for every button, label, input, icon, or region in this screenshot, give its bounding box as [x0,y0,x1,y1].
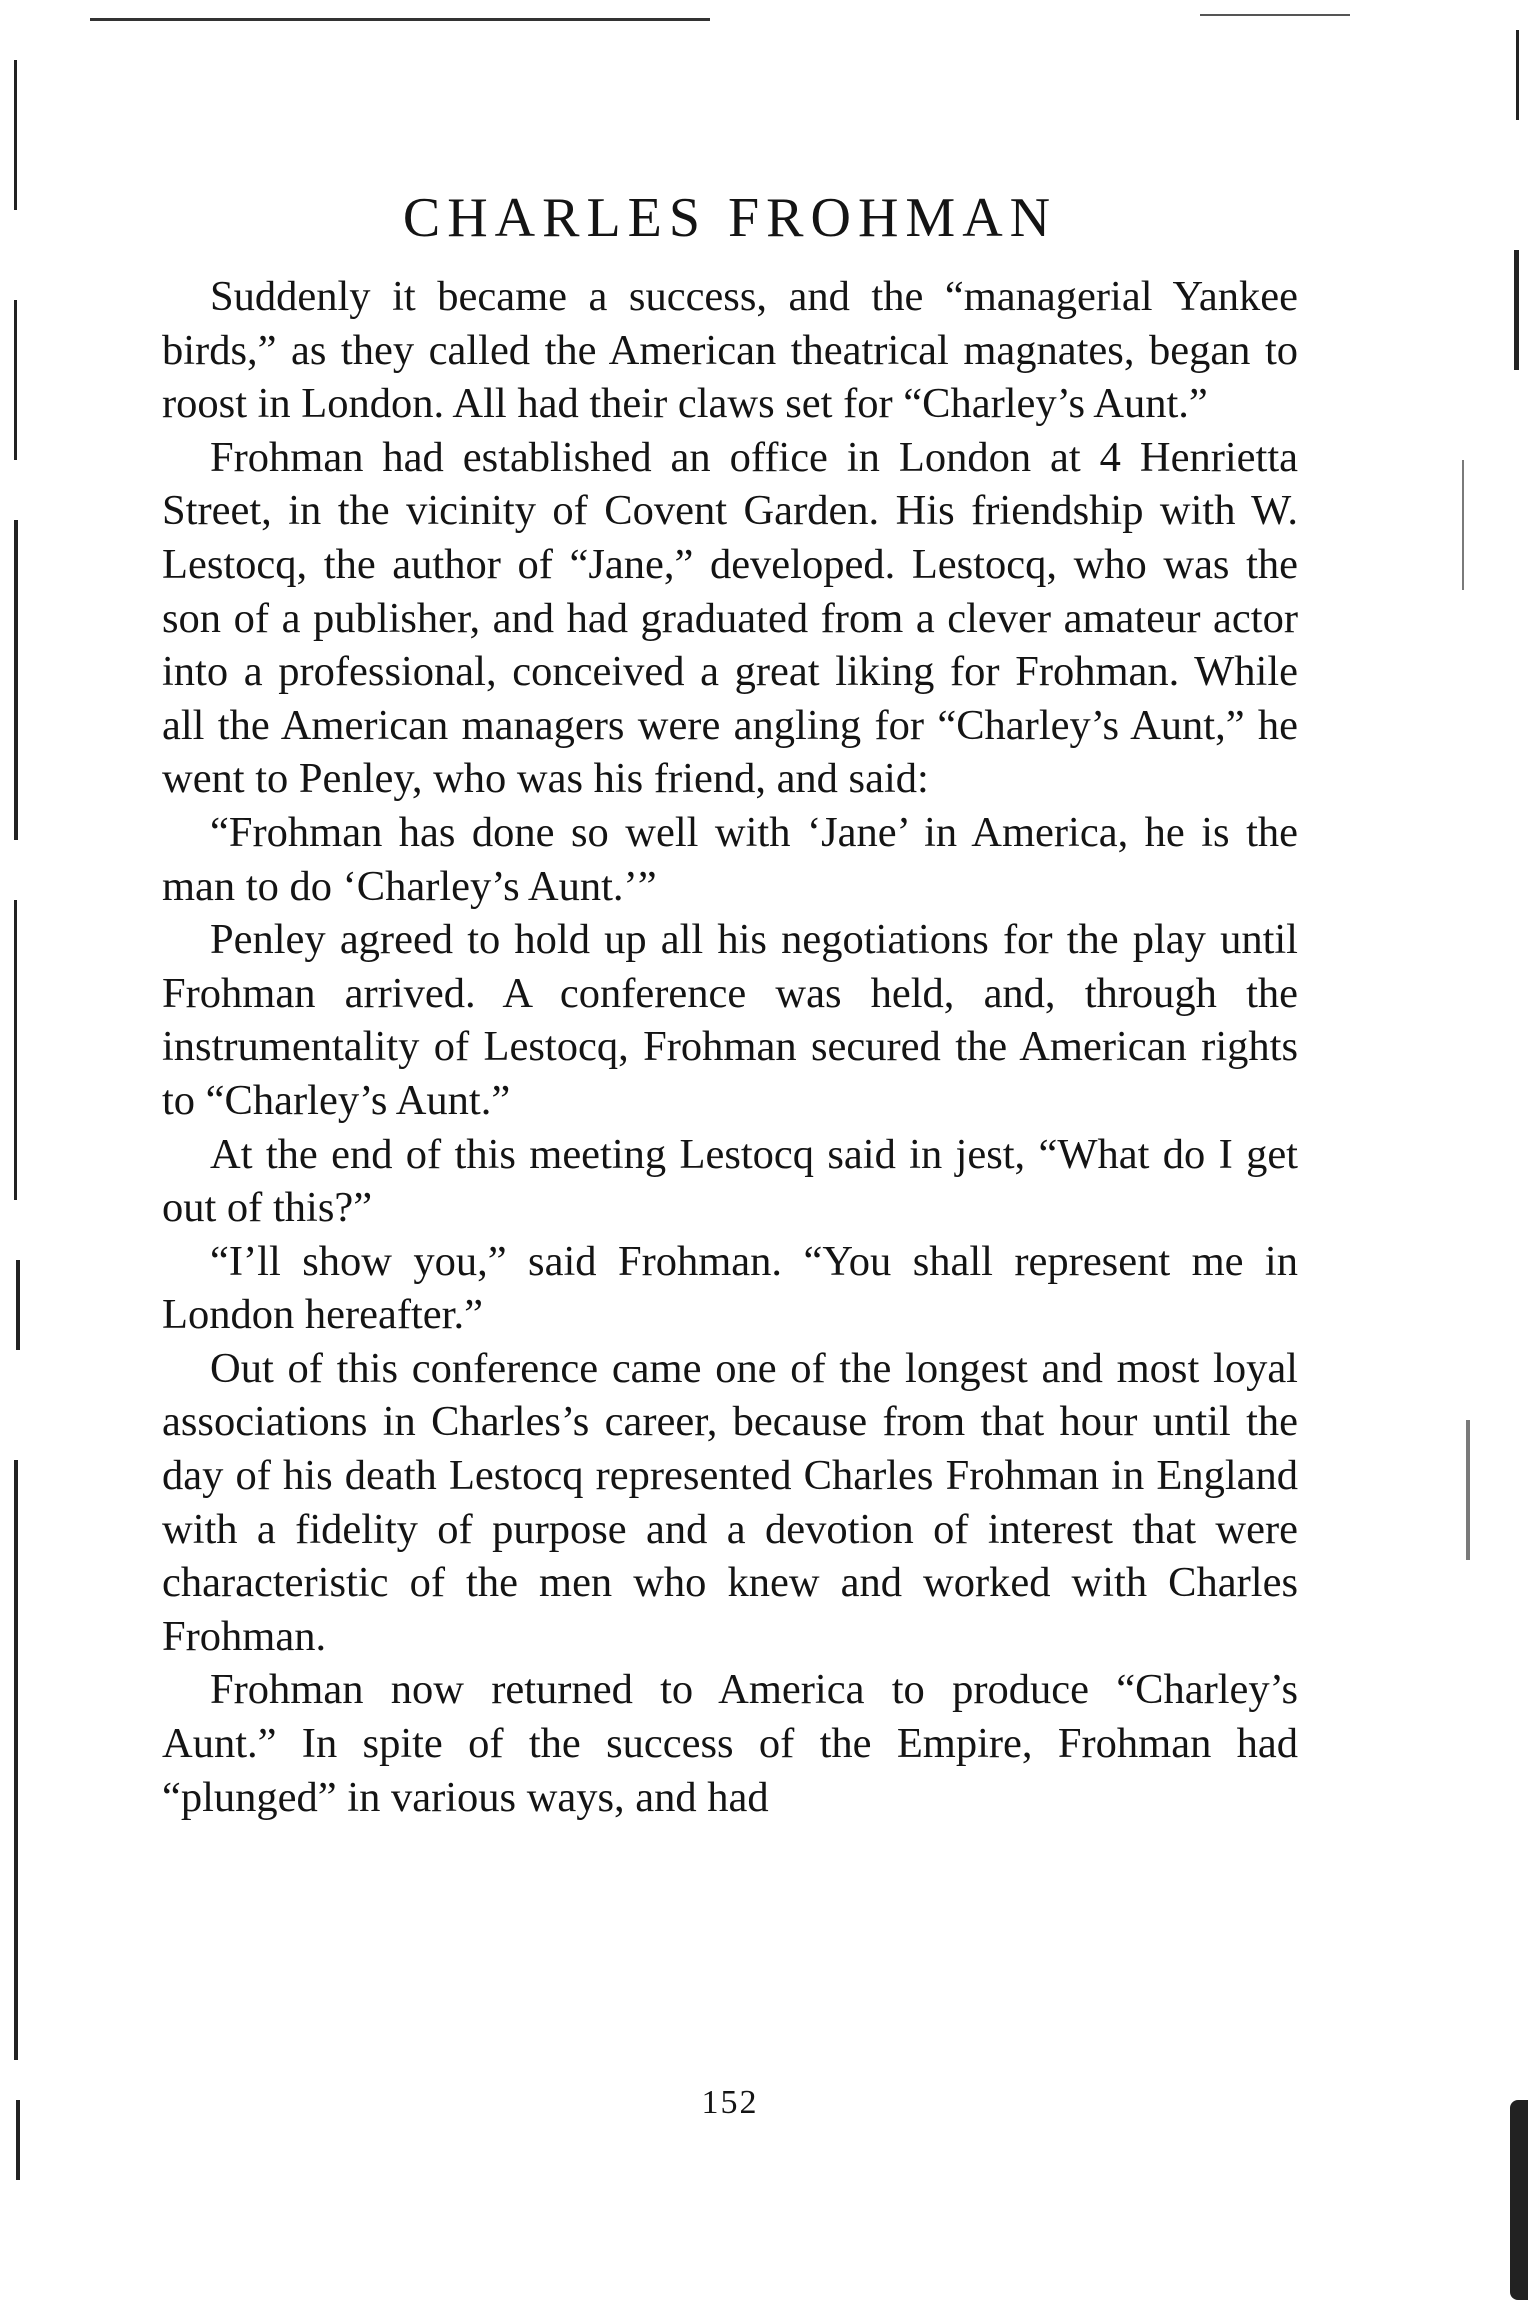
right-margin-mark [1514,250,1519,370]
top-scan-rule-right [1200,14,1350,16]
left-margin-mark [14,900,17,1200]
paragraph: Frohman now returned to America to produce “Charley’s Aunt.” In spite of the success of the Empire, Frohman had “plunged” in various ways, and had [162,1666,1298,1821]
paragraph: “I’ll show you,” said Frohman. “You shall represent me in London hereafter.” [162,1237,1298,1339]
left-margin-mark [16,2100,20,2180]
right-margin-mark [1466,1420,1470,1560]
left-margin-mark [14,520,18,840]
body-text [162,270,1298,1824]
top-scan-rule [90,18,710,21]
running-head: CHARLES FROHMAN [402,187,1058,249]
paragraph: Frohman had established an office in London at 4 Henrietta Street, in the vicinity of Covent Garden. His friendship with W. Lestocq, the author of “Jane,” developed. Lestocq, who was the son of a publisher, and had graduated from a clever amateur actor into a professional, conceived a great liking for Frohman. While all the American managers were angling for “Charley’s Aunt,” he went to Penley, who was his friend, and said: [162,433,1298,803]
right-margin-mark [1510,2100,1528,2300]
right-margin-mark [1516,30,1519,120]
paragraph: “Frohman has done so well with ‘Jane’ in America, he is the man to do ‘Charley’s Aunt.’” [162,808,1298,910]
paragraph: Suddenly it became a success, and the “managerial Yankee birds,” as they called the American theatrical magnates, began to roost in London. All had their claws set for “Charley’s Aunt.” [162,273,1298,428]
left-margin-mark [14,300,17,460]
page-number: 152 [701,2084,759,2121]
paragraph: Penley agreed to hold up all his negotiations for the play until Frohman arrived. A conference was held, and, through the instrumentality of Lestocq, Frohman secured the American rights to “Charley’s Aunt.” [162,916,1298,1124]
paragraph: At the end of this meeting Lestocq said in jest, “What do I get out of this?” [162,1130,1298,1232]
left-margin-mark [14,60,17,210]
paragraph: Out of this conference came one of the longest and most loyal associations in Charles’s career, because from that hour until the day of his death Lestocq represented Charles Frohman in England with a fidelity of purpose and a devotion of interest that were characteristic of the men who knew and worked with Charles Frohman. [162,1344,1298,1660]
left-margin-mark [14,1460,18,2060]
right-margin-mark [1462,460,1464,590]
left-margin-mark [16,1260,20,1350]
